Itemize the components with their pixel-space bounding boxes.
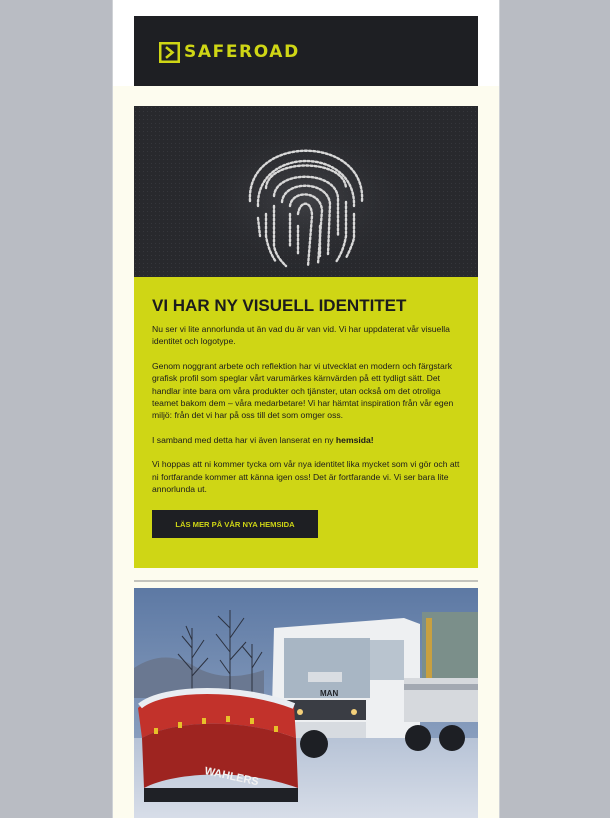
- paragraph-profile: Genom noggrant arbete och reflektion har vi utvecklat en modern och färgstark grafisk profil som speglar vårt varumärkes kärnvärden på ett tydligt sätt. Det handlar inte bara om våra produkter och tjänster, utan också om det otroliga teamet bakom dem – våra medarbetare! Vi har hämtat inspiration från vår egen miljö: från det vi har på oss till det som omger oss.: [152, 360, 454, 421]
- email-page: [112, 0, 500, 818]
- snowplow-truck-photo: [134, 588, 478, 818]
- announcement-panel: [134, 277, 478, 568]
- article-body: [152, 323, 460, 507]
- saferoad-logo[interactable]: [159, 41, 300, 63]
- section-divider: [134, 580, 478, 582]
- chevron-right-icon: [159, 42, 180, 63]
- website-link[interactable]: hemsida!: [335, 434, 374, 445]
- paragraph-website: [152, 434, 460, 446]
- hero-banner: [134, 106, 478, 277]
- paragraph-intro: Nu ser vi lite annorlunda ut än vad du är van vid. Vi har uppdaterat vår visuella identitet och logotype.: [152, 324, 450, 347]
- cab-brand-label: MAN: [320, 689, 339, 698]
- truck-image: [134, 588, 478, 818]
- fingerprint-icon: [134, 106, 478, 277]
- email-header: [134, 16, 478, 86]
- brand-name: SAFEROAD: [184, 42, 300, 62]
- plow-brand-label: WAHLERS: [203, 765, 260, 789]
- paragraph-closing: Vi hoppas att ni kommer tycka om vår nya identitet lika mycket som vi gör och att ni fortfarande kommer att känna igen oss! Det är fortfarande vi. Vi ser bara lite annorlunda ut.: [152, 459, 460, 495]
- headline: VI HAR NY VISUELL IDENTITET: [152, 296, 407, 315]
- paragraph-website-text: I samband med detta har vi även lanserat en ny: [152, 434, 336, 445]
- read-more-button[interactable]: LÄS MER PÅ VÅR NYA HEMSIDA: [152, 510, 318, 538]
